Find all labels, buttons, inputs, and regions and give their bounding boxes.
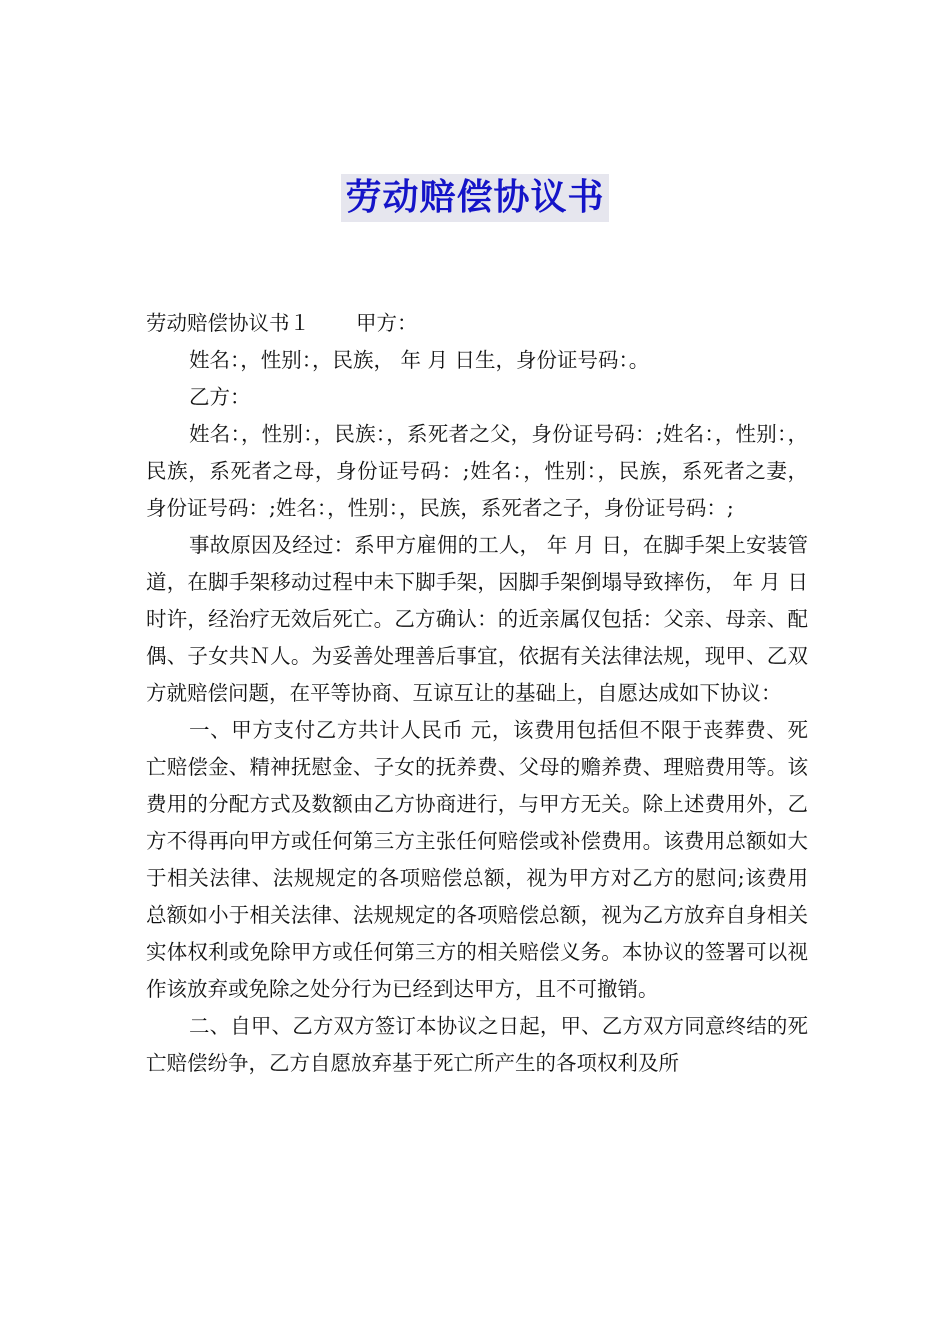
document-title: 劳动赔偿协议书 (341, 174, 608, 222)
accident-description-paragraph: 事故原因及经过：系甲方雇佣的工人， 年 月 日，在脚手架上安装管道，在脚手架移动过程中未下脚手架，因脚手架倒塌导致摔伤， 年 月 日 时许，经治疗无效后死亡。乙方确认：的近亲属仅包括：父亲、母亲、配偶、子女共Ｎ人。为妥善处理善后事宜，依据有关法律法规，现甲、乙双方就赔偿问题，在平等协商、互谅互让的基础上，自愿达成如下协议： (146, 533, 808, 705)
heading-line (146, 305, 808, 342)
party-b-info-paragraph: 姓名：，性别：，民族：，系死者之父，身份证号码：;姓名：，性别：，民族，系死者之母，身份证号码：;姓名：，性别：，民族，系死者之妻，身份证号码：;姓名：，性别：，民族，系死者之子，身份证号码：; (146, 422, 808, 520)
party-b-label: 乙方： (189, 385, 251, 409)
clause-two-paragraph: 二、自甲、乙方双方签订本协议之日起，甲、乙方双方同意终结的死亡赔偿纷争，乙方自愿放弃基于死亡所产生的各项权利及所 (146, 1014, 808, 1075)
clause-one-paragraph: 一、甲方支付乙方共计人民币 元，该费用包括但不限于丧葬费、死亡赔偿金、精神抚慰金、子女的抚养费、父母的赡养费、理赔费用等。该费用的分配方式及数额由乙方协商进行，与甲方无关。除上述费用外，乙方不得再向甲方或任何第三方主张任何赔偿或补偿费用。该费用总额如大于相关法律、法规规定的各项赔偿总额，视为甲方对乙方的慰问;该费用总额如小于相关法律、法规规定的各项赔偿总额，视为乙方放弃自身相关实体权利或免除甲方或任何第三方的相关赔偿义务。本协议的签署可以视作该放弃或免除之处分行为已经到达甲方，且不可撤销。 (146, 718, 808, 1001)
title-container (0, 174, 950, 222)
party-a-label: 甲方： (356, 311, 418, 335)
agreement-label: 劳动赔偿协议书１ (146, 311, 310, 335)
party-a-info-paragraph: 姓名：，性别：，民族， 年 月 日生，身份证号码：。 (189, 348, 650, 372)
document-body (146, 305, 808, 1082)
